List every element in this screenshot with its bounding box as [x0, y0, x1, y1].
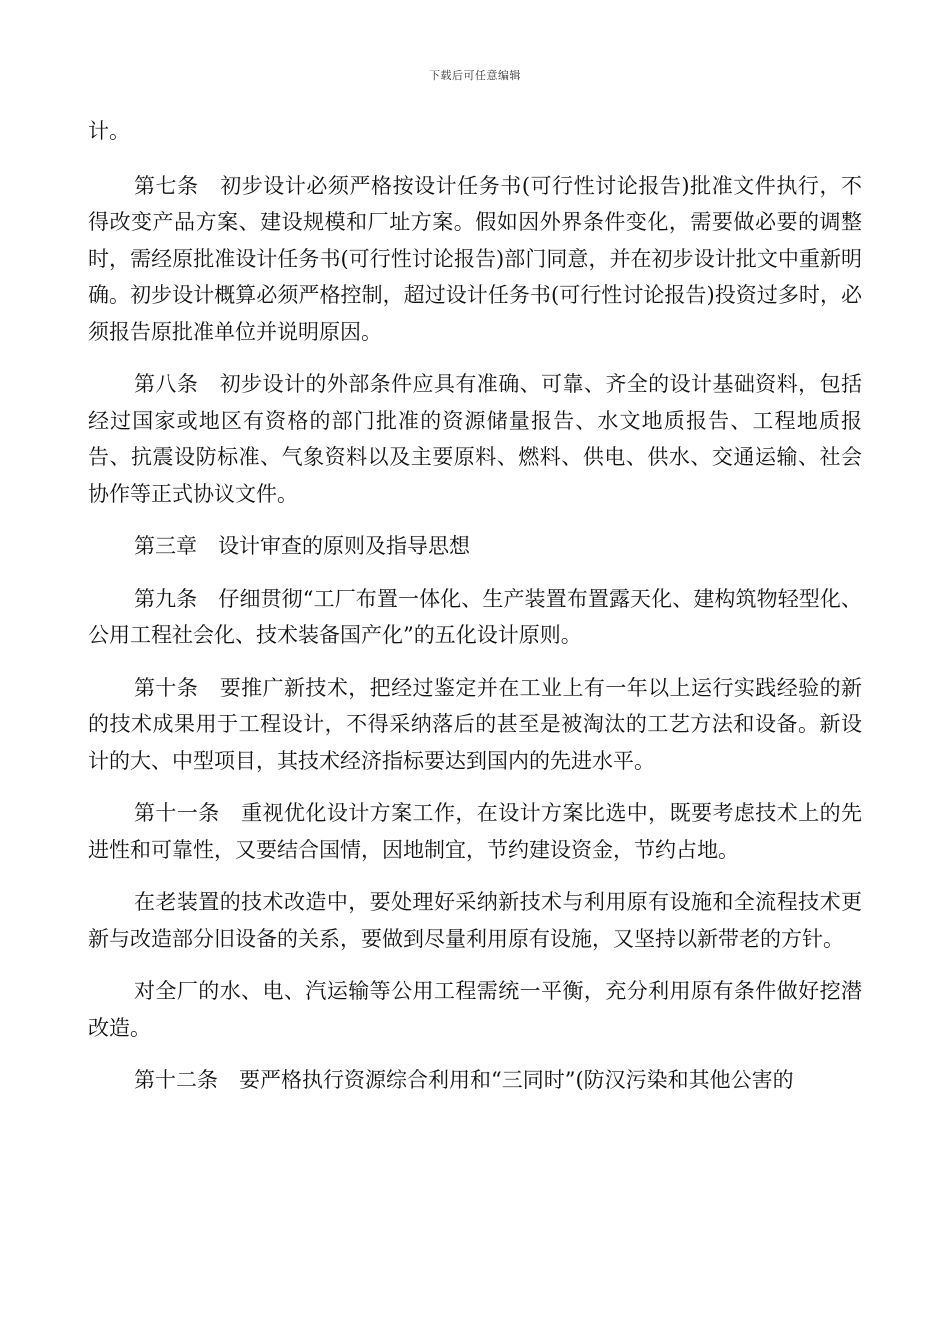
technical-renovation-paragraph: 在老装置的技术改造中，要处理好采纳新技术与利用原有设施和全流程技术更新与改造部分旧设备的关系，要做到尽量利用原有设施，又坚持以新带老的方针。	[88, 890, 862, 951]
article-11-paragraph: 第十一条 重视优化设计方案工作，在设计方案比选中，既要考虑技术上的先进性和可靠性，又要结合国情，因地制宜，节约建设资金，节约占地。	[88, 801, 862, 862]
header-note: 下载后可任意编辑	[429, 69, 521, 82]
article-7-paragraph: 第七条 初步设计必须严格按设计任务书(可行性讨论报告)批准文件执行，不得改变产品方案、建设规模和厂址方案。假如因外界条件变化，需要做必要的调整时，需经原批准设计任务书(可行性讨论报告)部门同意，并在初步设计批文中重新明确。初步设计概算必须严格控制，超过设计任务书(可行性讨论报告)投资过多时，必须报告原批准单位并说明原因。	[88, 173, 862, 344]
article-12-paragraph: 第十二条 要严格执行资源综合利用和“三同时”(防汉污染和其他公害的	[134, 1068, 794, 1092]
utilities-balance-paragraph: 对全厂的水、电、汽运输等公用工程需统一平衡，充分利用原有条件做好挖潜改造。	[88, 979, 862, 1040]
article-9-paragraph: 第九条 仔细贯彻“工厂布置一体化、生产装置布置露天化、建构筑物轻型化、公用工程社会化、技术装备国产化”的五化设计原则。	[88, 586, 862, 647]
chapter-3-heading: 第三章 设计审查的原则及指导思想	[134, 534, 470, 558]
article-8-paragraph: 第八条 初步设计的外部条件应具有准确、可靠、齐全的设计基础资料，包括经过国家或地区有资格的部门批准的资源储量报告、水文地质报告、工程地质报告、抗震设防标准、气象资料以及主要原料、燃料、供电、供水、交通运输、社会协作等正式协议文件。	[88, 372, 862, 506]
article-10-paragraph: 第十条 要推广新技术，把经过鉴定并在工业上有一年以上运行实践经验的新的技术成果用于工程设计，不得采纳落后的甚至是被淘汰的工艺方法和设备。新设计的大、中型项目，其技术经济指标要达到国内的先进水平。	[88, 675, 862, 773]
paragraph-continuation: 计。	[88, 119, 130, 143]
document-body	[88, 113, 862, 1115]
